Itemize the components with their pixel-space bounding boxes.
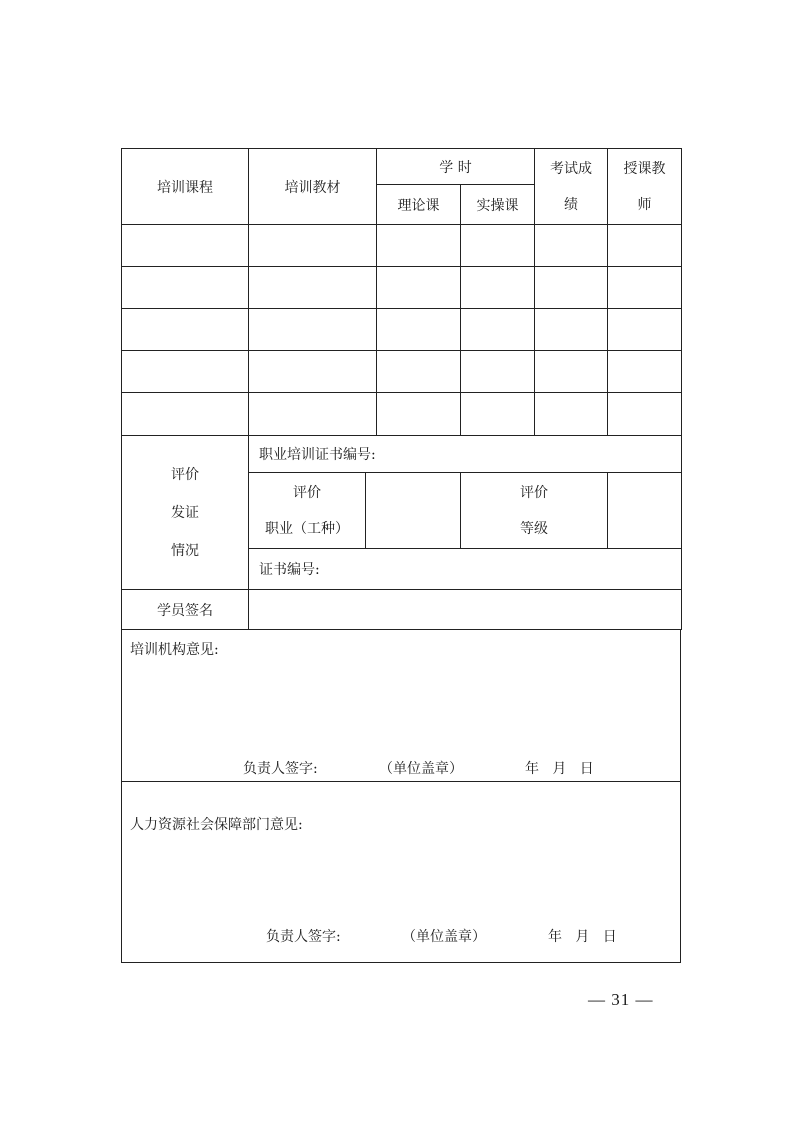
cell-teacher[interactable] [608,393,682,436]
cell-theory[interactable] [377,393,461,436]
hr-opinion-title: 人力资源社会保障部门意见: [130,817,303,833]
cell-teacher[interactable] [608,267,682,309]
header-course: 培训课程 [122,149,249,225]
cell-practice[interactable] [461,393,535,436]
cell-practice[interactable] [461,225,535,267]
header-exam-line1: 考试成 [550,160,593,177]
cell-exam[interactable] [535,309,608,351]
cell-exam[interactable] [535,225,608,267]
training-record-table [121,148,682,630]
hr-seal-label: （单位盖章） [402,929,486,945]
table-row [122,351,682,393]
cell-teacher[interactable] [608,309,682,351]
cell-theory[interactable] [377,351,461,393]
table-row [122,225,682,267]
header-teacher-line1: 授课教 [623,160,666,177]
cell-course[interactable] [122,393,249,436]
header-exam-line2: 绩 [564,196,579,213]
cell-exam[interactable] [535,393,608,436]
cell-theory[interactable] [377,225,461,267]
evaluation-label-3: 情况 [171,542,199,559]
table-row [122,309,682,351]
cell-practice[interactable] [461,309,535,351]
cell-material[interactable] [249,351,377,393]
cell-course[interactable] [122,267,249,309]
cell-teacher[interactable] [608,225,682,267]
cell-practice[interactable] [461,351,535,393]
level-label-2: 等级 [520,520,548,537]
institution-seal-label: （单位盖章） [379,761,463,777]
cell-material[interactable] [249,393,377,436]
evaluation-label-2: 发证 [171,504,199,521]
header-teacher-line2: 师 [637,196,652,213]
header-practice: 实操课 [461,185,535,225]
cell-exam[interactable] [535,351,608,393]
cell-material[interactable] [249,309,377,351]
evaluated-level-label [461,473,608,549]
occupation-label-2: 职业（工种） [265,520,349,537]
cell-material[interactable] [249,267,377,309]
cell-practice[interactable] [461,267,535,309]
table-row [122,393,682,436]
institution-date-label: 年 月 日 [525,761,594,777]
cell-teacher[interactable] [608,351,682,393]
cell-theory[interactable] [377,309,461,351]
cell-theory[interactable] [377,267,461,309]
header-hours: 学 时 [377,149,535,185]
student-signature-label: 学员签名 [122,590,249,630]
student-signature-field[interactable] [249,590,682,630]
table-row [122,267,682,309]
evaluation-label-1: 评价 [171,466,199,483]
cell-course[interactable] [122,351,249,393]
institution-opinion-title: 培训机构意见: [130,642,219,658]
header-theory: 理论课 [377,185,461,225]
institution-signer-label: 负责人签字: [243,761,318,777]
evaluated-occupation-label [249,473,366,549]
institution-opinion-box[interactable] [121,629,681,782]
evaluation-label [122,436,249,590]
page-number: — 31 — [588,990,654,1009]
hr-date-label: 年 月 日 [548,929,617,945]
cert-number[interactable]: 证书编号: [249,549,682,590]
training-cert-number[interactable]: 职业培训证书编号: [249,436,682,473]
header-teacher [608,149,682,225]
header-exam-score [535,149,608,225]
header-material: 培训教材 [249,149,377,225]
cell-course[interactable] [122,225,249,267]
evaluated-level-value[interactable] [608,473,682,549]
evaluated-occupation-value[interactable] [366,473,461,549]
cell-exam[interactable] [535,267,608,309]
cell-material[interactable] [249,225,377,267]
hr-opinion-box[interactable] [121,781,681,963]
occupation-label-1: 评价 [293,484,321,501]
hr-signer-label: 负责人签字: [266,929,341,945]
level-label-1: 评价 [520,484,548,501]
cell-course[interactable] [122,309,249,351]
